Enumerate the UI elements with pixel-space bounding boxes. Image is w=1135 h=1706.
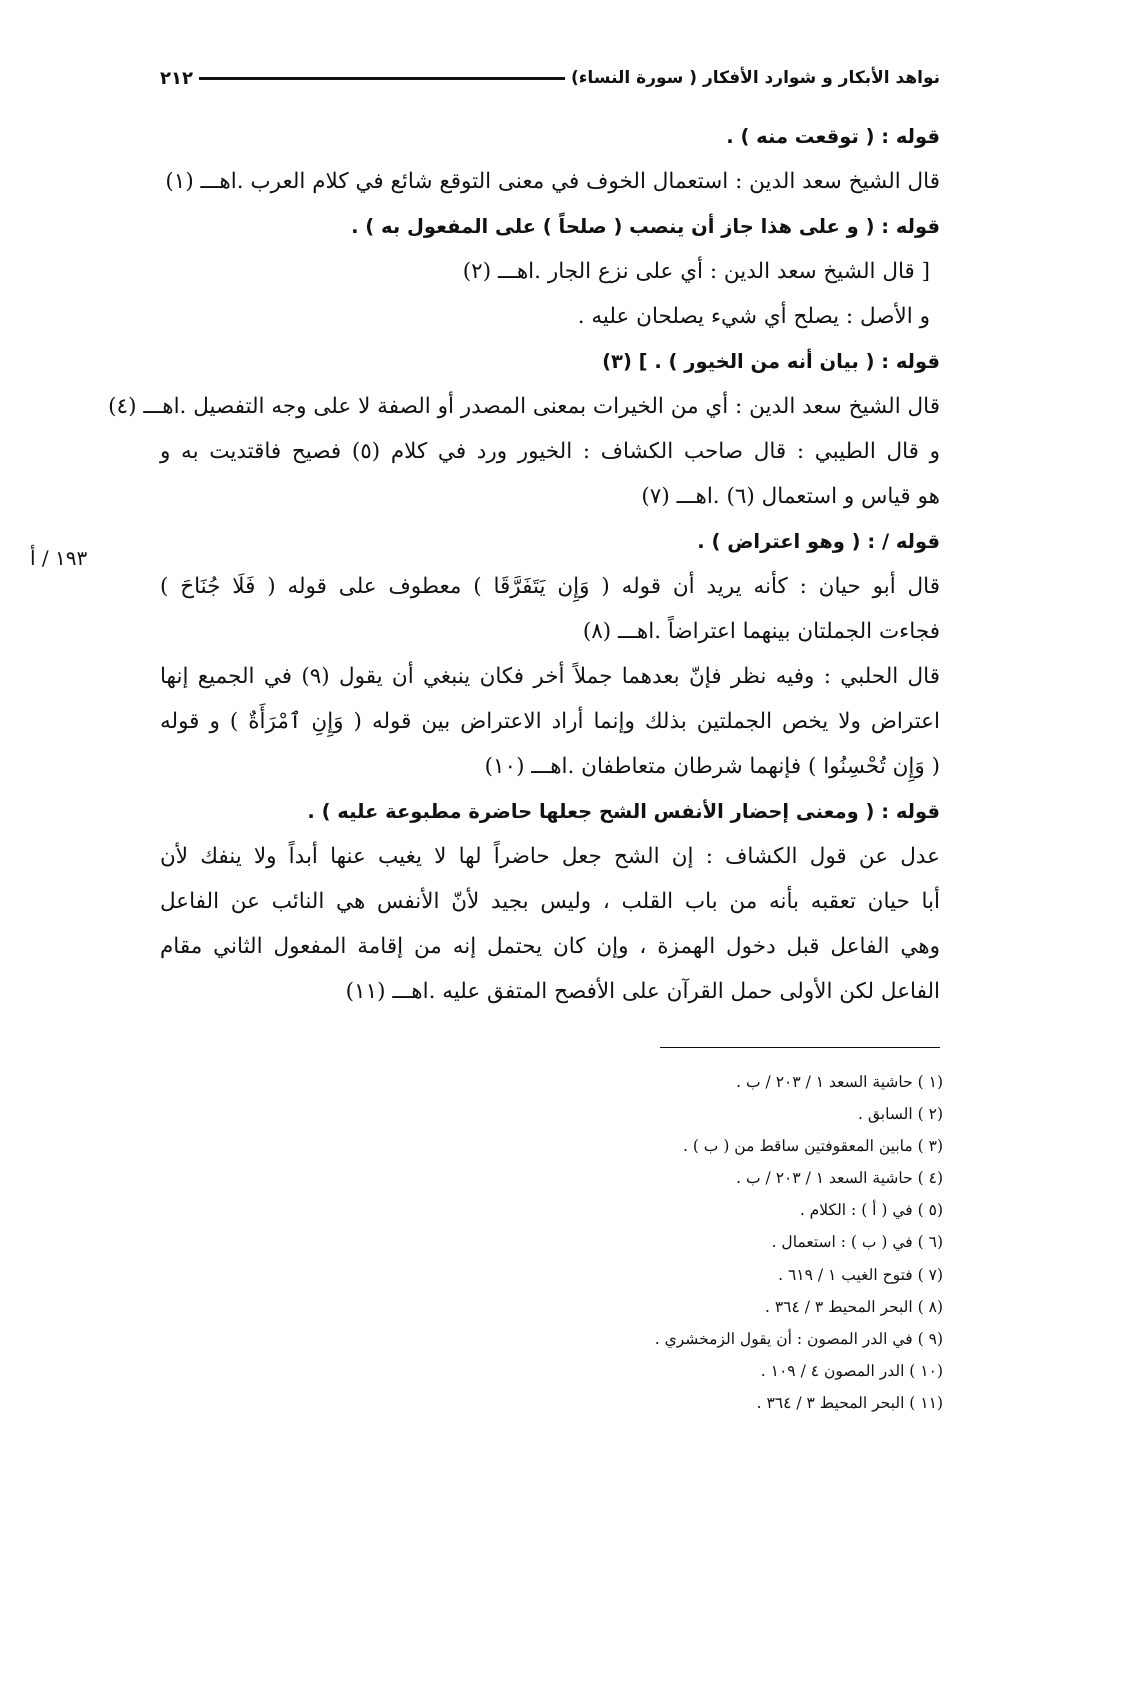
footnote: (٨ ) البحر المحيط ٣ / ٣٦٤ .: [764, 1297, 943, 1316]
body-line: قال أبو حيان : كأنه يريد أن قوله ( وَإِن يَتَفَرَّقَا ) معطوف على قوله ( فَلَا جُنَاحَ ): [160, 574, 940, 599]
body-line: أبا حيان تعقبه بأنه من باب القلب ، وليس بجيد لأنّ الأنفس هي النائب عن الفاعل: [160, 889, 940, 914]
body-line: قال الشيخ سعد الدين : استعمال الخوف في معنى التوقع شائع في كلام العرب .اهـــ (١): [165, 169, 940, 194]
footnote-separator: [660, 1047, 940, 1048]
commentary-heading: قوله : ( توقعت منه ) .: [726, 125, 940, 148]
body-line: [ قال الشيخ سعد الدين : أي على نزع الجار .اهـــ (٢): [462, 259, 930, 284]
header-rule: [199, 77, 565, 80]
footnotes: [655, 1066, 943, 1419]
footnote: (٣ ) مابين المعقوفتين ساقط من ( ب ) .: [682, 1137, 943, 1156]
footnote: (٦ ) في ( ب ) : استعمال .: [771, 1233, 943, 1252]
body-line: و الأصل : يصلح أي شيء يصلحان عليه .: [577, 304, 930, 329]
body-line: هو قياس و استعمال (٦) .اهـــ (٧): [641, 484, 940, 509]
body-line: فجاءت الجملتان بينهما اعتراضاً .اهـــ (٨): [582, 619, 940, 644]
body-line: عدل عن قول الكشاف : إن الشح جعل حاضراً لها لا يغيب عنها أبداً ولا ينفك لأن: [160, 844, 940, 869]
footnote: (٥ ) في ( أ ) : الكلام .: [799, 1201, 943, 1220]
commentary-heading: قوله : ( ومعنى إحضار الأنفس الشح جعلها حاضرة مطبوعة عليه ) .: [307, 800, 940, 823]
body-line: و قال الطيبي : قال صاحب الكشاف : الخيور ورد في كلام (٥) فصيح فاقتديت به و: [160, 439, 940, 464]
body-line: اعتراض ولا يخص الجملتين بذلك وإنما أراد الاعتراض بين قوله ( وَإِنِ ٱمْرَأَةٌ ) و قوله: [160, 709, 940, 734]
running-title: نواهد الأبكار و شوارد الأفكار ( سورة النساء): [570, 68, 940, 88]
footnote: (٢ ) السابق .: [858, 1105, 943, 1124]
margin-folio-note: ١٩٣ / أ: [30, 546, 88, 570]
body-line: وهي الفاعل قبل دخول الهمزة ، وإن كان يحتمل إنه من إقامة المفعول الثاني مقام: [160, 934, 940, 959]
footnote: (٧ ) فتوح الغيب ١ / ٦١٩ .: [778, 1265, 943, 1284]
commentary-heading: قوله : ( و على هذا جاز أن ينصب ( صلحاً ) على المفعول به ) .: [351, 215, 940, 238]
body-line: قال الشيخ سعد الدين : أي من الخيرات بمعنى المصدر أو الصفة لا على وجه التفصيل .اهـــ (٤): [108, 394, 940, 419]
running-header: [160, 60, 940, 96]
body-line: قال الحلبي : وفيه نظر فإنّ بعدهما جملاً أخر فكان ينبغي أن يقول (٩) في الجميع إنها: [160, 664, 940, 689]
body-line: ( وَإِن تُحْسِنُوا ) فإنهما شرطان متعاطفان .اهـــ (١٠): [484, 754, 940, 779]
page-number: ٢١٢: [160, 67, 193, 89]
footnote: (١ ) حاشية السعد ١ / ٢٠٣ / ب .: [736, 1073, 943, 1091]
commentary-heading: قوله / : ( وهو اعتراض ) .: [697, 530, 940, 553]
footnote: (١٠ ) الدر المصون ٤ / ١٠٩ .: [760, 1361, 943, 1380]
body-text: [108, 114, 940, 1014]
footnote: (٤ ) حاشية السعد ١ / ٢٠٣ / ب .: [736, 1169, 943, 1188]
body-line: الفاعل لكن الأولى حمل القرآن على الأفصح المتفق عليه .اهـــ (١١): [345, 979, 940, 1004]
footnote: (٩ ) في الدر المصون : أن يقول الزمخشري .: [654, 1329, 943, 1348]
commentary-heading: قوله : ( بيان أنه من الخيور ) . ] (٣): [602, 350, 940, 373]
footnote: (١١ ) البحر المحيط ٣ / ٣٦٤ .: [756, 1393, 943, 1412]
